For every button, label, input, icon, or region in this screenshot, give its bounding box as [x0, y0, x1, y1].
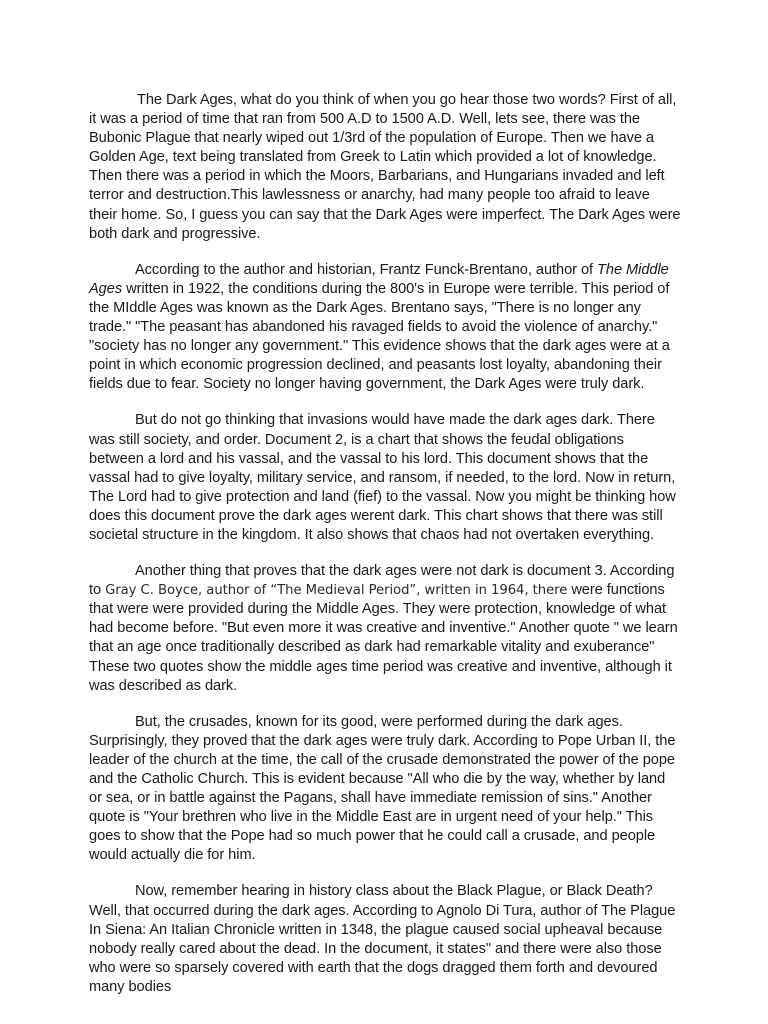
paragraph-brentano-lead: According to the author and historian, Frantz Funck-Brentano, author of	[135, 261, 598, 278]
boyce-citation: Gray C. Boyce, author of “The Medieval Period”, written in 1964, there	[105, 583, 568, 599]
book-title-the-middle-ages: The Middle Ages	[89, 261, 669, 297]
paragraph-brentano-body: written in 1922, the conditions during the 800's in Europe were terrible. This period of the MIddle Ages was known as the Dark Ages. Brentano says, "There is no longer any trade." "The peasant has abandoned his ravaged fields to avoid the violence of anarchy." "society has no longer any government." This evidence shows that the dark ages were at a point in which economic progression declined, and peasants lost loyalty, abandoning their fields due to fear. Society no longer having government, the Dark Ages were truly dark.	[89, 280, 670, 393]
paragraph-boyce	[89, 562, 681, 696]
paragraph-boyce-body: were functions that were were provided during the Middle Ages. They were protection, knowledge of what had become before. "But even more it was creative and inventive." Another quote " we learn that an age once traditionally described as dark had remarkable vitality and exuberance" These two quotes show the middle ages time period was creative and inventive, although it was described as dark.	[89, 582, 678, 694]
paragraph-black-plague: Now, remember hearing in history class about the Black Plague, or Black Death? Well, that occurred during the dark ages. According to Agnolo Di Tura, author of The Plague In Siena: An Italian Chronicle written in 1348, the plague caused social upheaval because nobody really cared about the dead. In the document, it states" and there were also those who were so sparsely covered with earth that the dogs dragged them forth and devoured many bodies	[89, 883, 676, 995]
paragraph-intro: The Dark Ages, what do you think of when you go hear those two words? First of all, it was a period of time that ran from 500 A.D to 1500 A.D. Well, lets see, there was the Bubonic Plague that nearly wiped out 1/3rd of the population of Europe. Then we have a Golden Age, text being translated from Greek to Latin which provided a lot of knowledge. Then there was a period in which the Moors, Barbarians, and Hungarians invaded and left terror and destruction.This lawlessness or anarchy, had many people too afraid to leave their home. So, I guess you can say that the Dark Ages were imperfect. The Dark Ages were both dark and progressive.	[89, 92, 681, 242]
paragraph-feudal-obligations: But do not go thinking that invasions would have made the dark ages dark. There was still society, and order. Document 2, is a chart that shows the feudal obligations between a lord and his vassal, and the vassal to his lord. This document shows that the vassal had to give loyalty, military service, and ransom, if needed, to the lord. Now in return, The Lord had to give protection and land (fief) to the vassal. Now you might be thinking how does this document prove the dark ages werent dark. This chart shows that there was still societal structure in the kingdom. It also shows that chaos had not overtaken everything.	[89, 412, 676, 543]
paragraph-crusades: But, the crusades, known for its good, were performed during the dark ages. Surprisingly, they proved that the dark ages were truly dark. According to Pope Urban II, the leader of the church at the time, the call of the crusade demonstrated the power of the pope and the Catholic Church. This is evident because "All who die by the way, whether by land or sea, or in battle against the Pagans, shall have immediate remission of sins." Another quote is "Your brethren who live in the Middle East are in urgent need of your help." This goes to show that the Pope had so much power that he could call a crusade, and people would actually die for him.	[89, 713, 676, 864]
paragraph-boyce-lead: Another thing that proves that the dark ages were not dark is document 3. According to	[89, 563, 675, 599]
document-body	[89, 91, 681, 1014]
paragraph-brentano	[89, 261, 681, 395]
